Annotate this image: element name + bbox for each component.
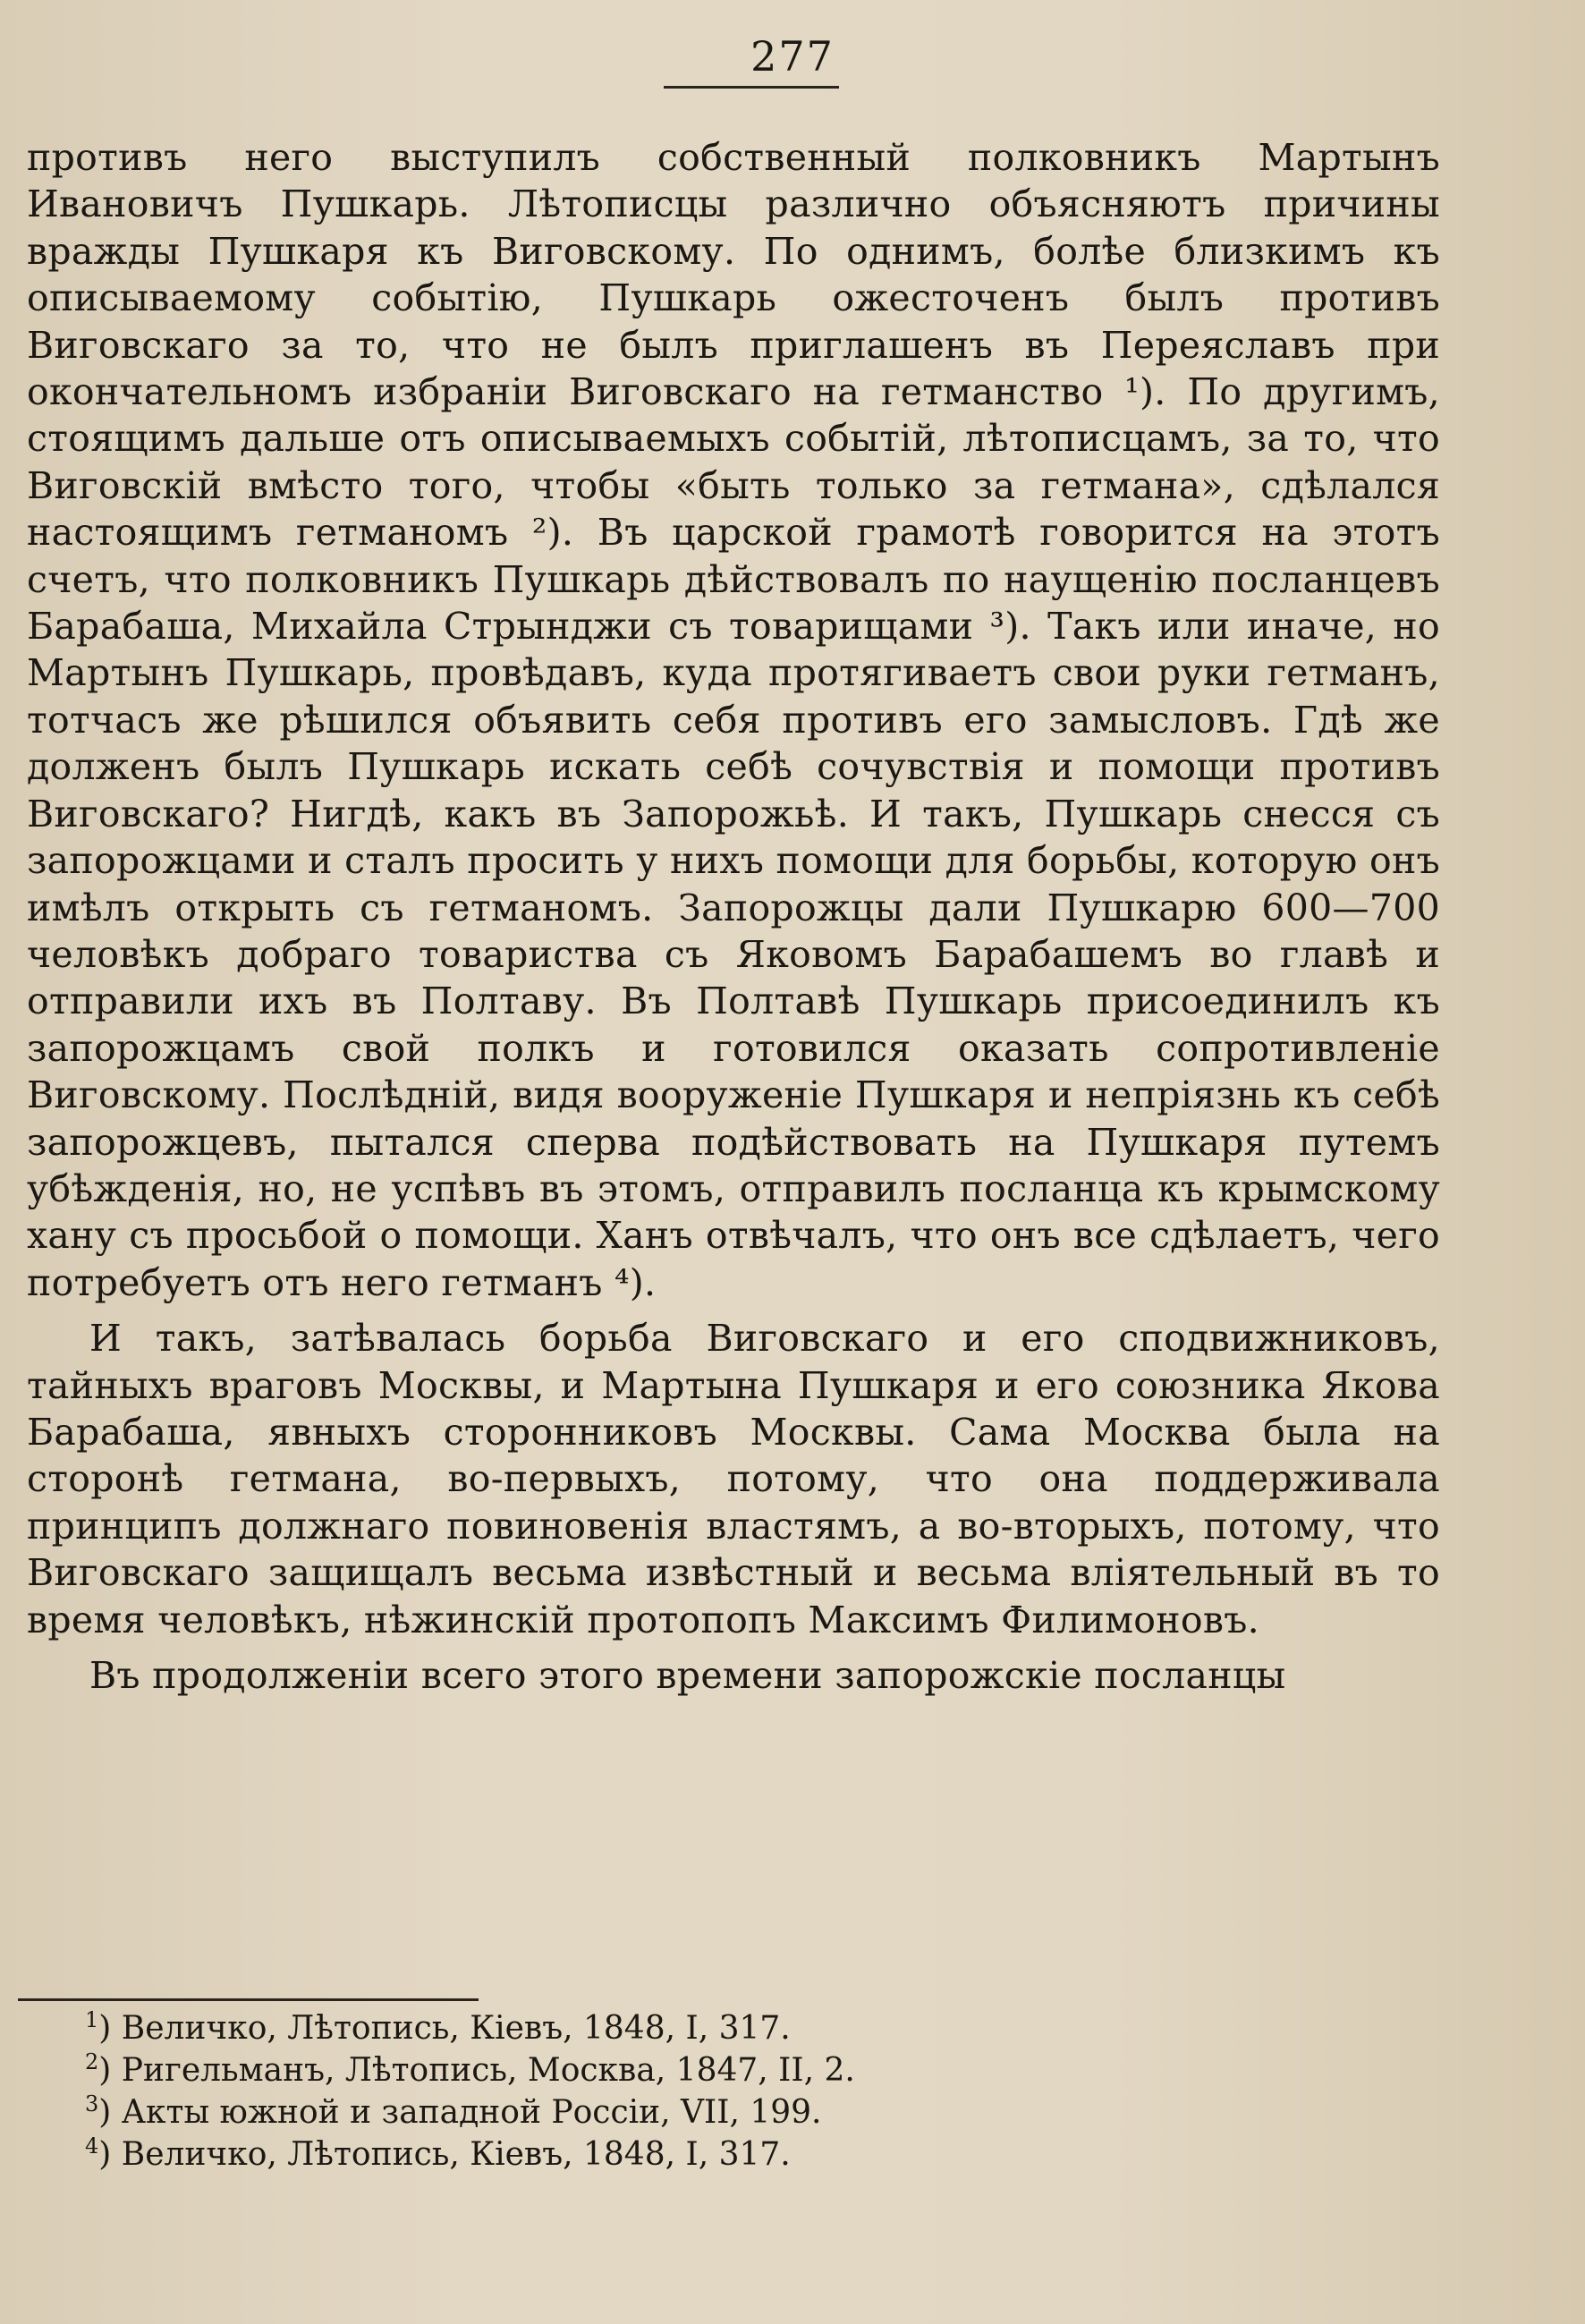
footnote-mark: 1: [85, 2007, 99, 2032]
footnote-text: Величко, Лѣтопись, Кіевъ, 1848, I, 317.: [121, 2136, 791, 2173]
footnote-mark: 2: [85, 2049, 99, 2074]
footnote-1: $^1$) Величко, Лѣтопись, Кіевъ, 1848, I, 317.: [85, 2007, 791, 2047]
body-text: [27, 134, 1440, 1699]
paragraph-2: И такъ, затѣвалась борьба Виговскаго и его сподвижниковъ, тайныхъ враговъ Москвы, и Мартына Пушкаря и его союзника Якова Барабаша, явныхъ сторонниковъ Москвы. Сама Москва была на сторонѣ гетмана, во-первыхъ, потому, что она поддерживала принципъ должнаго повиновенія властямъ, а во-вторыхъ, потому, что Виговскаго защищалъ весьма извѣстный и весьма вліятельный въ то время человѣкъ, нѣжинскій протопопъ Максимъ Филимоновъ.: [27, 1317, 1440, 1641]
footnote-text: Величко, Лѣтопись, Кіевъ, 1848, I, 317.: [121, 2010, 791, 2047]
footnotes: [85, 2007, 1248, 2176]
footnote-mark: 3: [85, 2091, 99, 2116]
footnote-text: Акты южной и западной Россіи, VII, 199.: [121, 2094, 822, 2131]
paragraph-3: Въ продолженіи всего этого времени запорожскіе посланцы: [89, 1654, 1286, 1697]
footnote-text: Ригельманъ, Лѣтопись, Москва, 1847, II, 2.: [121, 2052, 855, 2089]
page-number-rule: [664, 86, 839, 89]
footnote-3: $^3$) Акты южной и западной Россіи, VII, 199.: [85, 2091, 822, 2131]
page-number: 277: [750, 32, 835, 81]
paragraph-1: противъ него выступилъ собственный полковникъ Мартынъ Ивановичъ Пушкарь. Лѣтописцы различно объясняютъ причины вражды Пушкаря къ Виговскому. По однимъ, болѣе близкимъ къ описываемому событію, Пушкарь ожесточенъ былъ противъ Виговскаго за то, что не былъ приглашенъ въ Переяславъ при окончательномъ избраніи Виговскаго на гетманство ¹). По другимъ, стоящимъ дальше отъ описываемыхъ событій, лѣтописцамъ, за то, что Виговскій вмѣсто того, чтобы «быть только за гетмана», сдѣлался настоящимъ гетманомъ ²). Въ царской грамотѣ говорится на этотъ счетъ, что полковникъ Пушкарь дѣйствовалъ по наущенію посланцевъ Барабаша, Михайла Стрынджи съ товарищами ³). Такъ или иначе, но Мартынъ Пушкарь, провѣдавъ, куда протягиваетъ свои руки гетманъ, тотчасъ же рѣшился объявить себя противъ его замысловъ. Гдѣ же долженъ былъ Пушкарь искать себѣ сочувствія и помощи противъ Виговскаго? Нигдѣ, какъ въ Запорожьѣ. И такъ, Пушкарь снесся съ запорожцами и сталъ просить у нихъ помощи для борьбы, которую онъ имѣлъ открыть съ гетманомъ. Запорожцы дали Пушкарю 600—700 человѣкъ добраго товариства съ Яковомъ Барабашемъ во главѣ и отправили ихъ въ Полтаву. Въ Полтавѣ Пушкарь присоединилъ къ запорожцамъ свой полкъ и готовился оказать сопротивленіе Виговскому. Послѣдній, видя вооруженіе Пушкаря и непріязнь къ себѣ запорожцевъ, пытался сперва подѣйствовать на Пушкаря путемъ убѣжденія, но, не успѣвъ въ этомъ, отправилъ посланца къ крымскому хану съ просьбой о помощи. Ханъ отвѣчалъ, что онъ все сдѣлаетъ, чего потребуетъ отъ него гетманъ ⁴).: [27, 136, 1440, 1304]
footnote-2: $^2$) Ригельманъ, Лѣтопись, Москва, 1847, II, 2.: [85, 2049, 855, 2089]
footnote-mark: 4: [85, 2133, 99, 2159]
footnote-4: $^4$) Величко, Лѣтопись, Кіевъ, 1848, I, 317.: [85, 2133, 791, 2173]
footnote-rule: [18, 1998, 479, 2001]
